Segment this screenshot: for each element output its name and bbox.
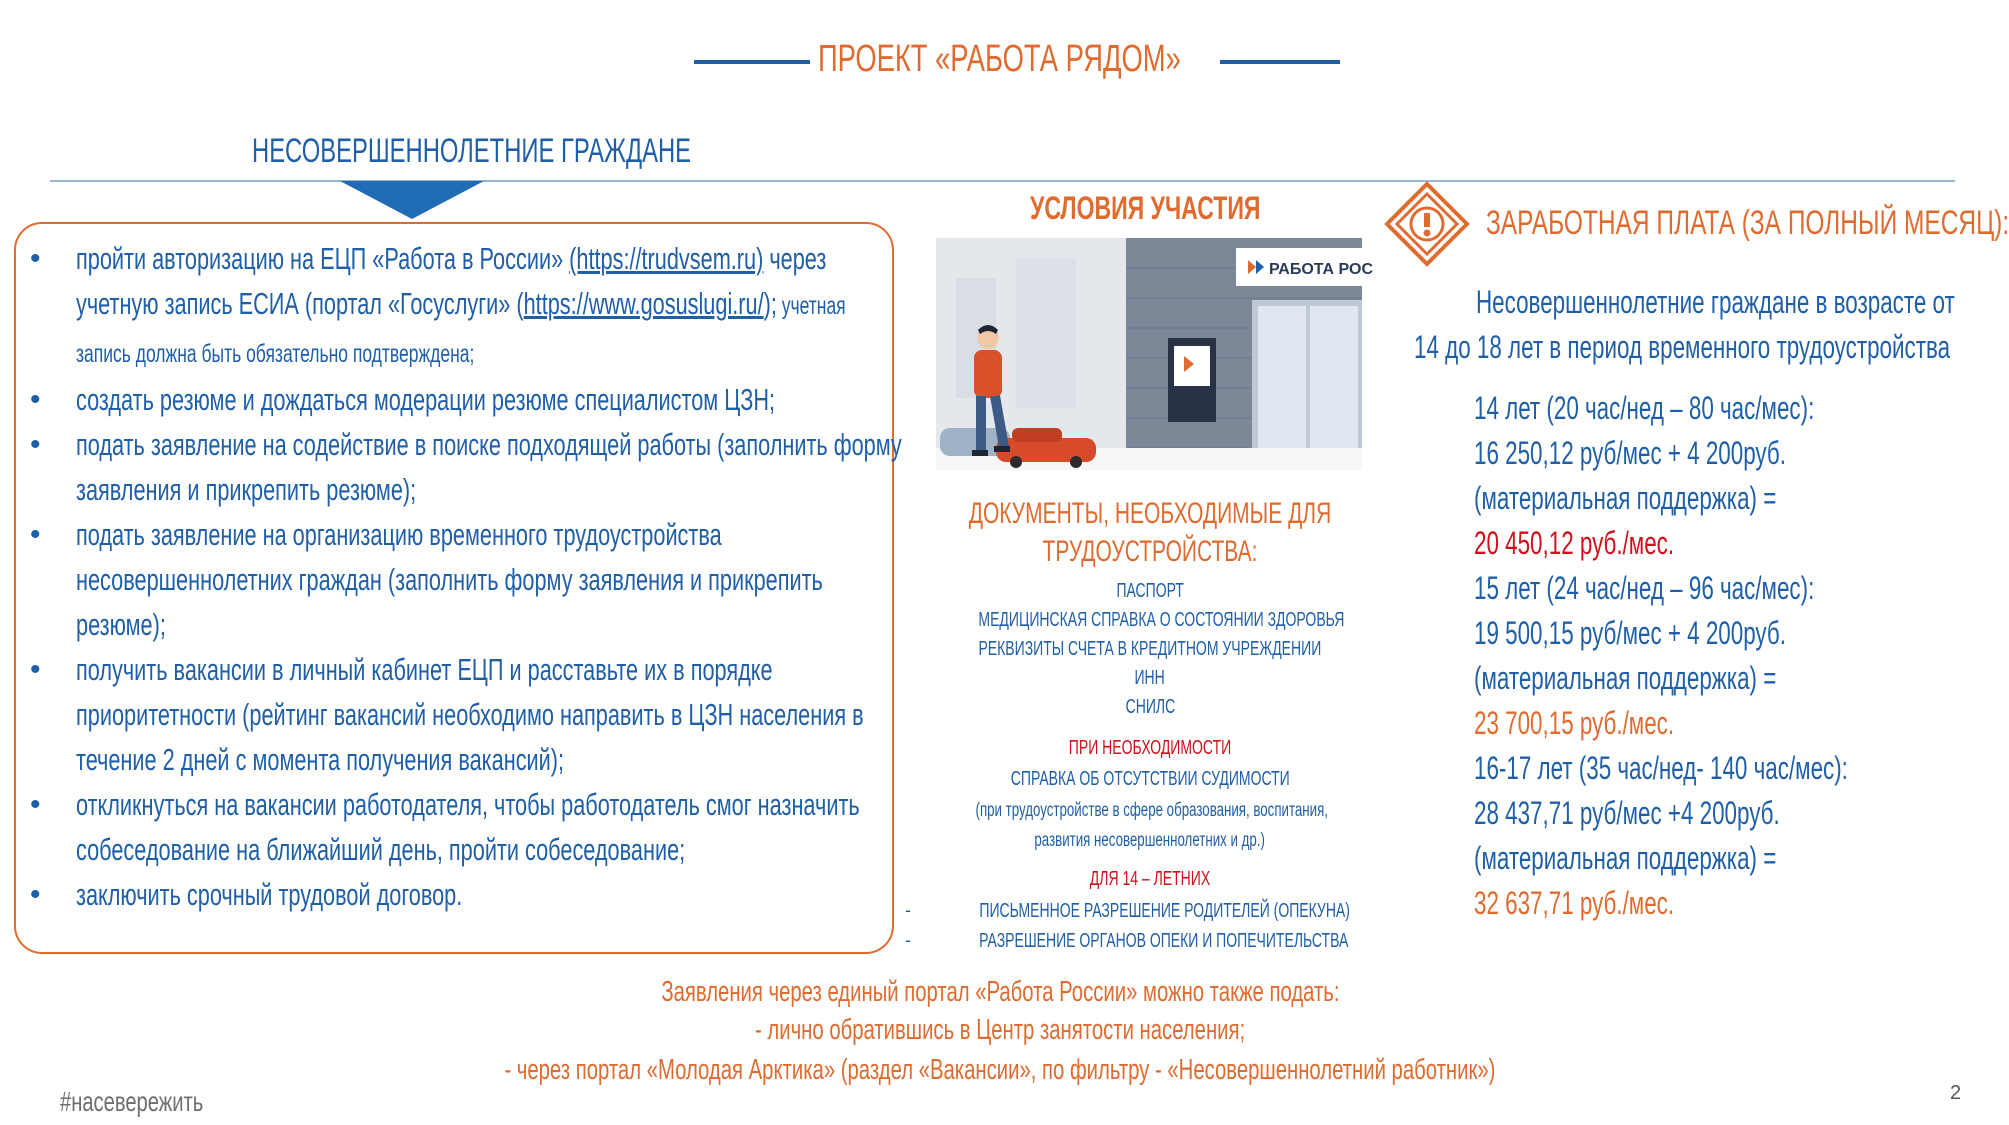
step-text: получить вакансии в личный кабинет ЕЦП и расставьте их в порядке приоритетности (рейтинг вакансий необходимо направить в ЦЗН населения в течение 2 дней с момента получения вакансий); xyxy=(76,652,864,777)
salary-intro: 14 до 18 лет в период временного трудоустройства xyxy=(1414,329,1951,365)
list-item xyxy=(30,377,890,422)
step-text: пройти авторизацию на ЕЦП «Работа в России» xyxy=(76,241,570,276)
age14-hours: 14 лет (20 час/нед – 80 час/мес): xyxy=(1474,390,1815,426)
age14-support: (материальная поддержка) = xyxy=(1474,480,1777,516)
step-text: заключить срочный трудовой договор. xyxy=(76,877,463,912)
age14-total: 20 450,12 руб./мес. xyxy=(1474,525,1675,561)
salary-intro: Несовершеннолетние граждане в возрасте от xyxy=(1476,284,1955,320)
document-item: ИНН xyxy=(1134,667,1166,689)
age15-total: 23 700,15 руб./мес. xyxy=(1474,705,1675,741)
page-number: 2 xyxy=(1950,1082,1962,1104)
age14-label: ДЛЯ 14 – ЛЕТНИХ xyxy=(1089,868,1211,890)
step-text: через учетную запись ЕСИА (портал «Госуслуги» ( xyxy=(76,241,827,321)
step-text: подать заявление на содействие в поиске подходящей работы (заполнить форму заявления и прикрепить резюме); xyxy=(76,427,902,507)
bottom-note: - через портал «Молодая Арктика» (раздел «Вакансии», по фильтру - «Несовершеннолетний работник») xyxy=(504,1054,1496,1086)
list-item xyxy=(30,872,890,917)
section-pointer-icon xyxy=(340,181,484,219)
if-needed-label: ПРИ НЕОБХОДИМОСТИ xyxy=(1068,737,1232,759)
document-item: МЕДИЦИНСКАЯ СПРАВКА О СОСТОЯНИИ ЗДОРОВЬЯ xyxy=(978,609,1345,631)
gosuslugi-link[interactable]: https://www.gosuslugi.ru/ xyxy=(523,286,764,321)
age16-support: (материальная поддержка) = xyxy=(1474,840,1777,876)
title-right-rule xyxy=(1220,60,1340,64)
list-item xyxy=(30,512,890,647)
dash-marker: - xyxy=(905,900,911,920)
title-left-rule xyxy=(694,60,810,64)
age14-item: РАЗРЕШЕНИЕ ОРГАНОВ ОПЕКИ И ПОПЕЧИТЕЛЬСТВА xyxy=(979,930,1349,952)
age15-hours: 15 лет (24 час/нед – 96 час/мес): xyxy=(1474,570,1815,606)
bullet-icon: • xyxy=(30,518,41,551)
bottom-note: - лично обратившись в Центр занятости населения; xyxy=(754,1014,1246,1046)
bullet-icon: • xyxy=(30,653,41,686)
if-needed-note: (при трудоустройстве в сфере образования, воспитания, xyxy=(975,800,1328,821)
age14-pay: 16 250,12 руб/мес + 4 200руб. xyxy=(1474,435,1786,471)
salary-heading: ЗАРАБОТНАЯ ПЛАТА (ЗА ПОЛНЫЙ МЕСЯЦ): xyxy=(1486,204,2009,242)
age14-item: ПИСЬМЕННОЕ РАЗРЕШЕНИЕ РОДИТЕЛЕЙ (ОПЕКУНА) xyxy=(979,900,1350,922)
list-item xyxy=(30,422,902,512)
step-text: ); xyxy=(763,286,777,321)
section-divider xyxy=(50,180,1955,182)
document-item: РЕКВИЗИТЫ СЧЕТА В КРЕДИТНОМ УЧРЕЖДЕНИИ xyxy=(978,638,1322,660)
if-needed-note: развития несовершеннолетних и др.) xyxy=(1034,830,1266,851)
warning-icon xyxy=(1383,180,1471,268)
age15-support: (материальная поддержка) = xyxy=(1474,660,1777,696)
dash-marker: - xyxy=(905,930,911,950)
illustration-image xyxy=(936,238,1373,470)
conditions-heading: УСЛОВИЯ УЧАСТИЯ xyxy=(1030,190,1261,226)
bullet-icon: • xyxy=(30,788,41,821)
step-text: откликнуться на вакансии работодателя, чтобы работодатель смог назначить собеседование на ближайший день, пройти собеседование; xyxy=(76,787,860,867)
trudvsem-link[interactable]: (https://trudvsem.ru) xyxy=(569,241,764,276)
title-bar xyxy=(0,38,2000,88)
list-item xyxy=(30,236,890,377)
age15-pay: 19 500,15 руб/мес + 4 200руб. xyxy=(1474,615,1786,651)
section-heading: НЕСОВЕРШЕННОЛЕТНИЕ ГРАЖДАНЕ xyxy=(252,132,692,170)
documents-heading: ДОКУМЕНТЫ, НЕОБХОДИМЫЕ ДЛЯ ТРУДОУСТРОЙСТВА: xyxy=(968,497,1332,568)
steps-list xyxy=(30,236,902,917)
age16-total: 32 637,71 руб./мес. xyxy=(1474,885,1675,921)
step-note: учетная запись должна быть обязательно подтверждена; xyxy=(76,292,846,368)
document-item: ПАСПОРТ xyxy=(1116,580,1184,602)
step-text: подать заявление на организацию временного трудоустройства несовершеннолетних граждан (заполнить форму заявления и прикрепить резюме); xyxy=(76,517,823,642)
bullet-icon: • xyxy=(30,242,41,275)
list-item xyxy=(30,647,890,782)
document-item: СНИЛС xyxy=(1125,696,1175,718)
age16-hours: 16-17 лет (35 час/нед- 140 час/мес): xyxy=(1474,750,1848,786)
sign-text: РАБОТА РОС xyxy=(1269,261,1373,278)
step-text: создать резюме и дождаться модерации резюме специалистом ЦЗН; xyxy=(76,382,776,417)
bullet-icon: • xyxy=(30,383,41,416)
bullet-icon: • xyxy=(30,428,41,461)
if-needed-item: СПРАВКА ОБ ОТСУТСТВИИ СУДИМОСТИ xyxy=(1010,768,1290,790)
page-title: ПРОЕКТ «РАБОТА РЯДОМ» xyxy=(818,38,1181,80)
hashtag: #насевережить xyxy=(60,1086,204,1117)
bottom-note: Заявления через единый портал «Работа России» можно также подать: xyxy=(660,976,1340,1008)
bullet-icon: • xyxy=(30,878,41,911)
list-item xyxy=(30,782,890,872)
age16-pay: 28 437,71 руб/мес +4 200руб. xyxy=(1474,795,1780,831)
